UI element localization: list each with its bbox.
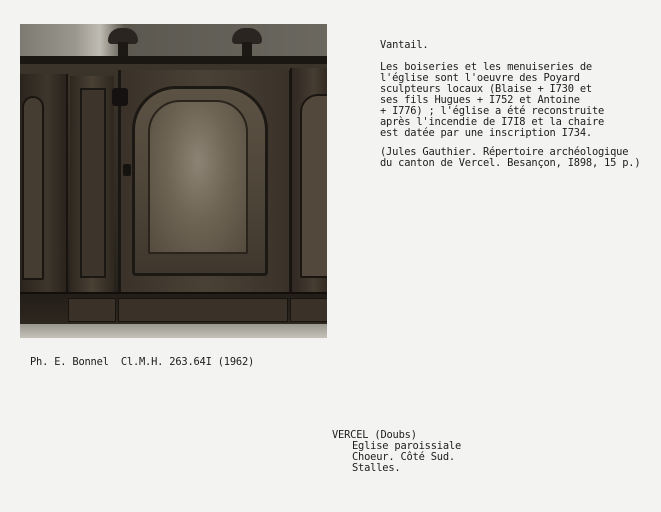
reference-line: du canton de Vercel. Besançon, I898, 15 p.) bbox=[380, 157, 641, 169]
photo-plinth-segment bbox=[290, 298, 327, 322]
description-line: l'église sont l'oeuvre des Poyard bbox=[380, 72, 580, 84]
photo-floor bbox=[20, 324, 327, 338]
location-place: VERCEL (Doubs) bbox=[332, 429, 417, 441]
description-line: après l'incendie de I7I8 et la chaire bbox=[380, 116, 605, 128]
photo-arched-panel-inner bbox=[148, 100, 248, 254]
photo-top-rail bbox=[20, 56, 327, 64]
photo-plinth-segment bbox=[68, 298, 116, 322]
photograph-carved-door-panel bbox=[20, 24, 327, 338]
photo-credit: Ph. E. Bonnel Cl.M.H. 263.64I (1962) bbox=[30, 356, 255, 368]
photo-plinth-segment bbox=[118, 298, 288, 322]
photo-latch bbox=[123, 164, 131, 176]
description-line: sculpteurs locaux (Blaise + I730 et bbox=[380, 83, 592, 95]
photo-left-arch bbox=[22, 96, 44, 280]
description-line: ses fils Hugues + I752 et Antoine bbox=[380, 94, 580, 106]
description-line: est datée par une inscription I734. bbox=[380, 127, 592, 139]
photo-pilaster-inset bbox=[80, 88, 106, 278]
description-line: + I776) ; l'église a été reconstruite bbox=[380, 105, 605, 117]
finial-stem-right bbox=[242, 42, 252, 56]
description-line: Les boiseries et les menuiseries de bbox=[380, 61, 592, 73]
location-object: Stalles. bbox=[352, 462, 401, 474]
description-heading: Vantail. bbox=[380, 39, 429, 51]
finial-stem-left bbox=[118, 42, 128, 56]
location-part: Choeur. Côté Sud. bbox=[352, 451, 455, 463]
location-building: Eglise paroissiale bbox=[352, 440, 462, 452]
photo-hinge bbox=[112, 88, 128, 106]
reference-line: (Jules Gauthier. Répertoire archéologique bbox=[380, 146, 629, 158]
photo-right-arch bbox=[300, 94, 327, 278]
photo-wall bbox=[20, 24, 327, 60]
